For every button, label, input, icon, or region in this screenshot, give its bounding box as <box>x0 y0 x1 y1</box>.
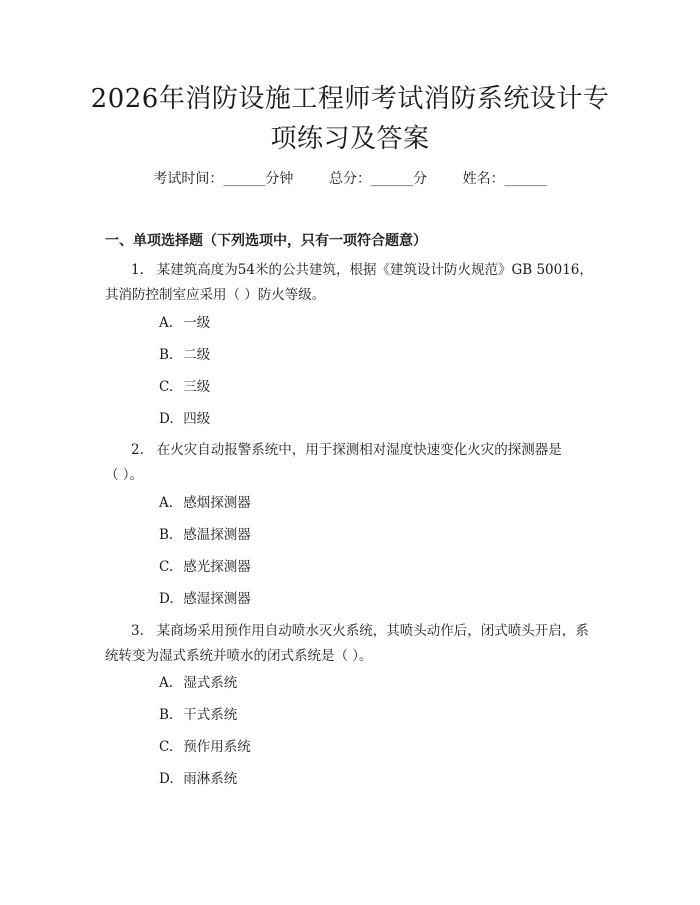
doc-title-line-1: 2026年消防设施工程师考试消防系统设计专 <box>90 84 610 114</box>
q1-option-c: C. 三级 <box>159 379 211 395</box>
q1-option-b: B. 二级 <box>159 347 211 363</box>
q2-option-b: B. 感温探测器 <box>159 527 251 543</box>
score-blank: ______ <box>371 171 413 187</box>
question-3-text-1: 某商场采用预作用自动喷水灭火系统，其喷头动作后，闭式喷头开启，系 <box>156 623 589 639</box>
time-label: 考试时间： <box>153 171 224 187</box>
question-3 <box>105 619 600 669</box>
q2-option-d: D. 感湿探测器 <box>159 591 251 607</box>
score-label: 总分： <box>329 171 371 187</box>
question-2 <box>105 438 600 488</box>
time-blank: ______ <box>223 171 266 187</box>
q1-option-d: D. 四级 <box>159 411 211 427</box>
question-2-line-1 <box>105 438 600 463</box>
question-1 <box>105 258 600 308</box>
name-label: 姓名： <box>462 171 505 187</box>
question-2-number: 2. <box>131 442 144 458</box>
q2-option-a: A. 感烟探测器 <box>159 495 251 511</box>
name-blank: ______ <box>504 171 547 187</box>
question-1-text-2: 其消防控制室应采用（ ）防火等级。 <box>105 287 326 303</box>
score-unit: 分 <box>413 171 427 187</box>
question-1-number: 1. <box>131 262 144 278</box>
q1-option-a: A. 一级 <box>159 315 211 331</box>
q3-option-a: A. 湿式系统 <box>159 675 238 691</box>
q3-option-d: D. 雨淋系统 <box>159 771 238 787</box>
question-1-line-1 <box>105 258 600 283</box>
exam-info-line <box>0 168 700 188</box>
question-2-text-2: （ ）。 <box>105 467 144 483</box>
q3-option-c: C. 预作用系统 <box>159 739 251 755</box>
doc-title-line-2: 项练习及答案 <box>270 124 430 154</box>
section-heading: 一、单项选择题（下列选项中，只有一项符合题意） <box>105 233 427 249</box>
q3-option-b: B. 干式系统 <box>159 707 238 723</box>
question-3-number: 3. <box>131 623 144 639</box>
question-1-text-1: 某建筑高度为54米的公共建筑，根据《建筑设计防火规范》GB 50016， <box>156 262 593 278</box>
q2-option-c: C. 感光探测器 <box>159 559 251 575</box>
question-3-line-1 <box>105 619 600 644</box>
question-2-text-1: 在火灾自动报警系统中，用于探测相对湿度快速变化火灾的探测器是 <box>156 442 562 458</box>
time-unit: 分钟 <box>265 171 294 187</box>
question-3-text-2: 统转变为湿式系统并喷水的闭式系统是（ ）。 <box>105 648 373 664</box>
